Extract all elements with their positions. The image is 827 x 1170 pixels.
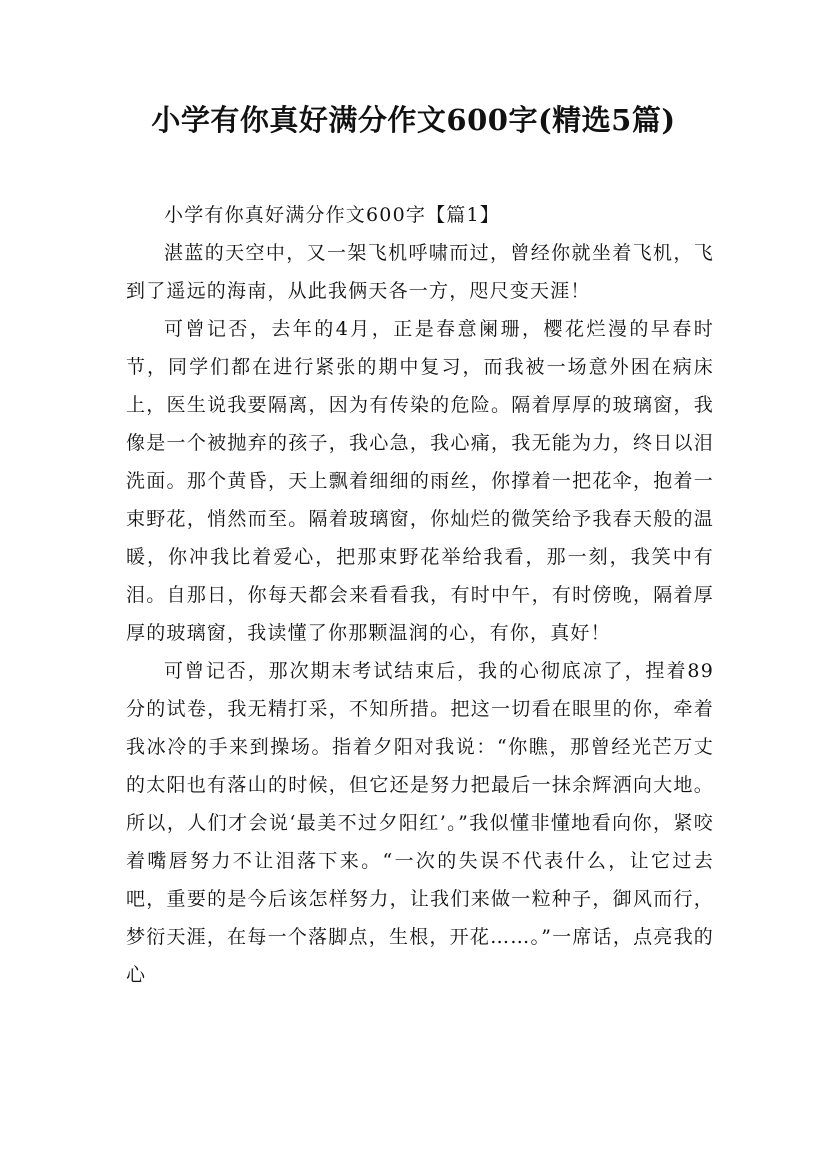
paragraph: 湛蓝的天空中，又一架飞机呼啸而过，曾经你就坐着飞机，飞到了遥远的海南，从此我俩天各一方，咫尺变天涯！ — [126, 242, 714, 302]
document-title: 小学有你真好满分作文600字(精选5篇) — [151, 103, 676, 137]
paragraph: 可曾记否，去年的4月，正是春意阑珊，樱花烂漫的早春时节，同学们都在进行紧张的期中复习，而我被一场意外困在病床上，医生说我要隔离，因为有传染的危险。隔着厚厚的玻璃窗，我像是一个被抛弃的孩子，我心急，我心痛，我无能为力，终日以泪洗面。那个黄昏，天上飘着细细的雨丝，你撑着一把花伞，抱着一束野花，悄然而至。隔着玻璃窗，你灿烂的微笑给予我春天般的温暖，你冲我比着爱心，把那束野花举给我看，那一刻，我笑中有泪。自那日，你每天都会来看看我，有时中午，有时傍晚，隔着厚厚的玻璃窗，我读懂了你那颗温润的心，有你，真好！ — [126, 318, 714, 644]
paragraph: 可曾记否，那次期末考试结束后，我的心彻底凉了，捏着89分的试卷，我无精打采，不知所措。把这一切看在眼里的你，牵着我冰冷的手来到操场。指着夕阳对我说：“你瞧，那曾经光芒万丈的太阳也有落山的时候，但它还是努力把最后一抹余辉洒向大地。所以，人们才会说‘最美不过夕阳红’。”我似懂非懂地看向你，紧咬着嘴唇努力不让泪落下来。“一次的失误不代表什么，让它过去吧，重要的是今后该怎样努力，让我们来做一粒种子，御风而行，梦衍天涯，在每一个落脚点，生根，开花……。”一席话，点亮我的心 — [126, 660, 714, 986]
document-body — [126, 196, 714, 994]
section-heading: 小学有你真好满分作文600字【篇1】 — [164, 204, 500, 226]
